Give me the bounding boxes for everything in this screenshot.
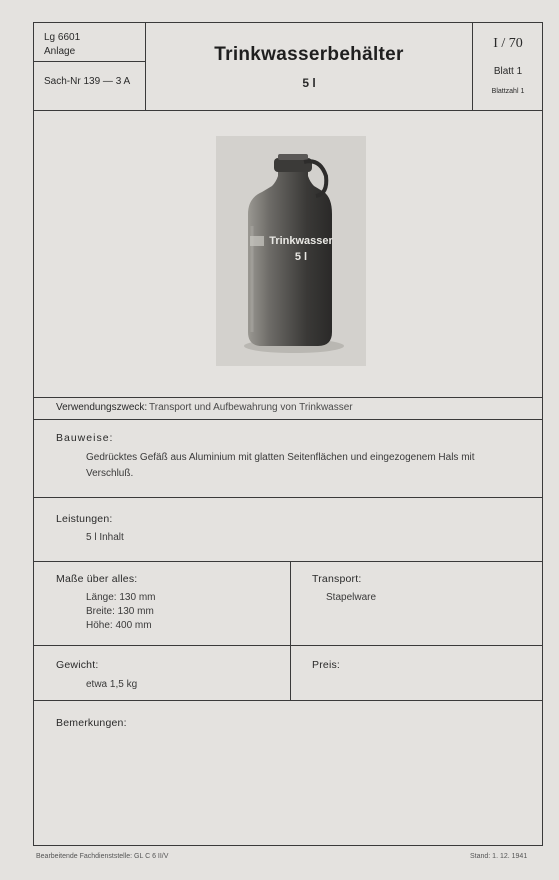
header-left-divider: [145, 22, 146, 110]
bauweise-line-1: Gedrücktes Gefäß aus Aluminium mit glatten Seitenflächen und eingezogenem Hals mit: [86, 452, 475, 463]
divider-5: [33, 645, 543, 646]
masse-laenge: Länge: 130 mm: [86, 592, 156, 603]
bauweise-line-2: Verschluß.: [86, 468, 134, 479]
header-divider: [33, 110, 543, 111]
divider-3: [33, 497, 543, 498]
sach-number: Sach-Nr 139 — 3 A: [44, 76, 131, 87]
product-photo: [216, 136, 366, 366]
footer-date: Stand: 1. 12. 1941: [470, 853, 528, 860]
verwendungszweck-label: Verwendungszweck:: [56, 402, 148, 413]
lg-number: Lg 6601: [44, 32, 81, 43]
divider-6: [33, 700, 543, 701]
blattzahl-label: Blattzahl 1: [491, 88, 525, 95]
masse-breite: Breite: 130 mm: [86, 606, 154, 617]
leistungen-value: 5 l Inhalt: [86, 532, 124, 543]
verwendungszweck-value: Transport und Aufbewahrung von Trinkwasser: [149, 402, 353, 413]
divider-4: [33, 561, 543, 562]
divider-1: [33, 397, 543, 398]
bottle-label-text: Trinkwasser: [269, 235, 333, 247]
bauweise-label: Bauweise:: [56, 432, 114, 444]
transport-value: Stapelware: [326, 592, 377, 603]
gewicht-label: Gewicht:: [56, 659, 99, 671]
bottle-label-volume: 5 l: [294, 251, 308, 263]
gewicht-value: etwa 1,5 kg: [86, 679, 138, 690]
header-left-split: [33, 61, 145, 62]
bemerkungen-label: Bemerkungen:: [56, 717, 127, 729]
anlage-label: Anlage: [44, 46, 76, 57]
footer-department: Bearbeitende Fachdienststelle: GL C 6 II/V: [36, 853, 169, 860]
masse-hoehe: Höhe: 400 mm: [86, 620, 152, 631]
page-subtitle: 5 l: [302, 76, 316, 90]
masse-label: Maße über alles:: [56, 573, 138, 585]
sheet-number: I / 70: [493, 36, 523, 51]
blatt-label: Blatt 1: [493, 66, 523, 77]
leistungen-label: Leistungen:: [56, 513, 113, 525]
water-bottle-image: [216, 136, 366, 366]
page-title: Trinkwasserbehälter: [214, 44, 404, 65]
preis-label: Preis:: [312, 659, 341, 671]
divider-2: [33, 419, 543, 420]
transport-label: Transport:: [312, 573, 362, 585]
column-divider: [290, 561, 291, 700]
